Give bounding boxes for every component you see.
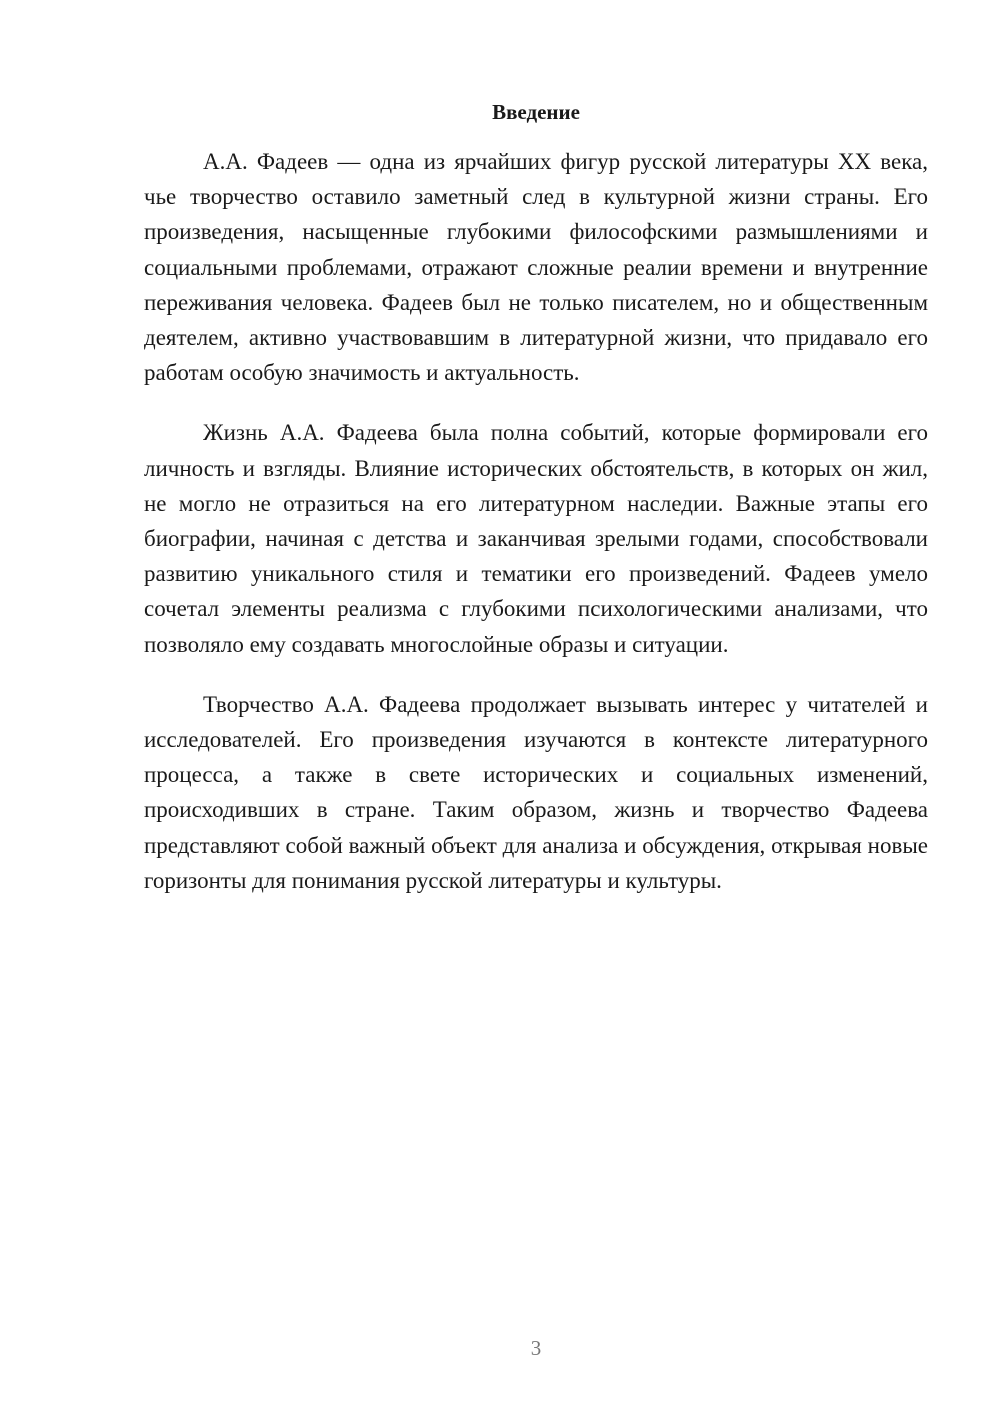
paragraph-1: А.А. Фадеев — одна из ярчайших фигур русской литературы XX века, чье творчество оставило заметный след в культурной жизни страны. Его произведения, насыщенные глубокими философскими размышлениями и социальными проблемами, отражают сложные реалии времени и внутренние переживания человека. Фадеев был не только писателем, но и общественным деятелем, активно участвовавшим в литературной жизни, что придавало его работам особую значимость и актуальность. [144,149,928,386]
paragraph-3: Творчество А.А. Фадеева продолжает вызывать интерес у читателей и исследователей. Его произведения изучаются в контексте литературного процесса, а также в свете исторических и социальных изменений, происходивших в стране. Таким образом, жизнь и творчество Фадеева представляют собой важный объект для анализа и обсуждения, открывая новые горизонты для понимания русской литературы и культуры. [144,691,928,893]
page-number: 3 [530,1336,542,1360]
section-title: Введение [492,100,580,124]
document-body [144,144,928,923]
paragraph-2: Жизнь А.А. Фадеева была полна событий, которые формировали его личность и взгляды. Влияние исторических обстоятельств, в которых он жил, не могло не отразиться на его литературном наследии. Важные этапы его биографии, начиная с детства и заканчивая зрелыми годами, способствовали развитию уникального стиля и тематики его произведений. Фадеев умело сочетал элементы реализма с глубокими психологическими анализами, что позволяло ему создавать многослойные образы и ситуации. [144,420,928,657]
